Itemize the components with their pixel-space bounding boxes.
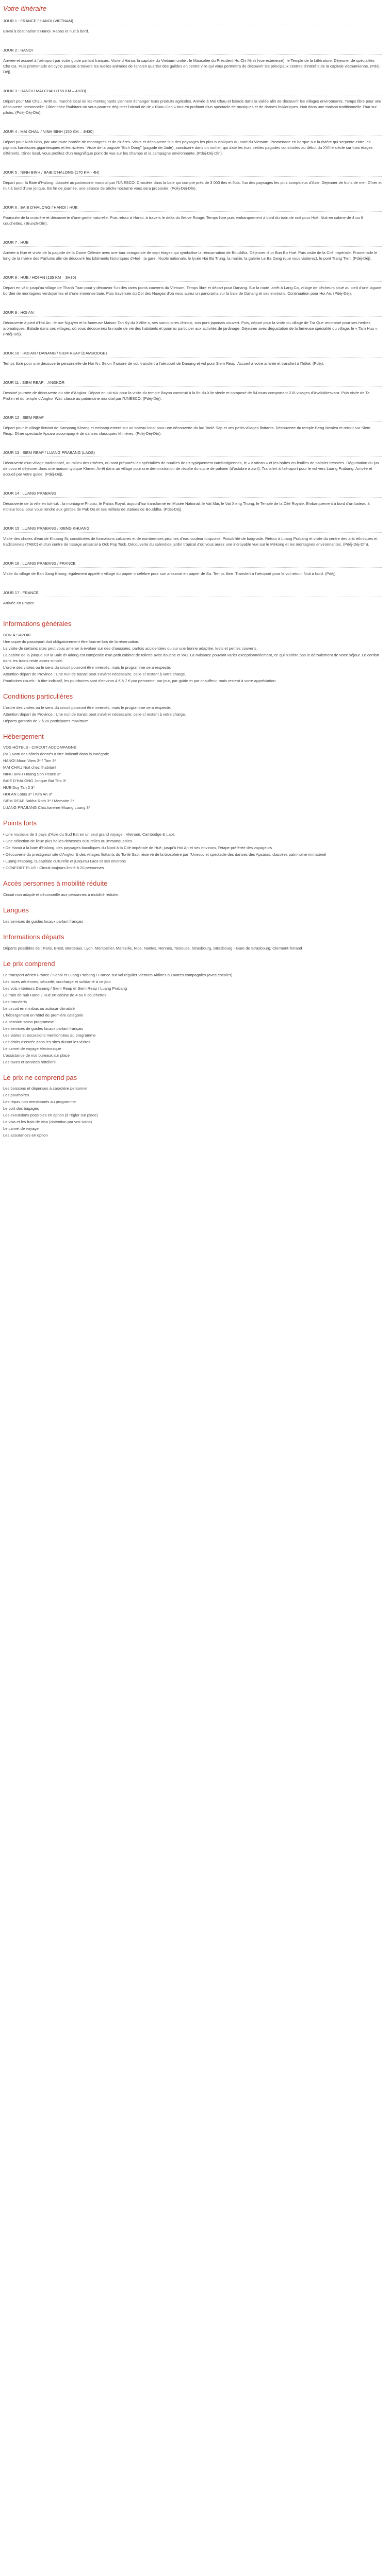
section-line: L'assistance de nos bureaux sur place xyxy=(3,1053,70,1058)
itinerary-title: Votre itinéraire xyxy=(3,5,47,12)
day-heading: JOUR 2 : HANOI xyxy=(3,47,382,55)
section-line: (NL) Nom des hôtels donnés à titre indicatif dans la catégorie xyxy=(3,752,109,757)
day-block xyxy=(3,47,382,75)
section-title: Le prix ne comprend pas xyxy=(3,1073,77,1081)
section-line: Le circuit en minibus ou autocar climatisé xyxy=(3,1006,75,1011)
day-description: Visite des chutes d'eau de Khuang Si, constituées de formations calcaires et de nombreuses piscines d'eau couleur turquoise. Possibilité de baignade. Retour à Luang Prabang et visite du centre des arts ethniques et traditionnels (TAEC) et d'un centre de tissage artisanal à Ock Pop Tock. Découverte du splendide jardin tropical d'où vous aurez une incroyable vue sur le Mékong et les montagnes environnantes. (Pdéj-Déj-Dîn). xyxy=(3,536,378,547)
section-line: MAI CHAU Nuit chez l'habitant xyxy=(3,765,57,770)
day-description: Départ en vélo jusqu'au village de Thanh Toan pour y découvrir l'un des rares ponts couverts du Vietnam. Temps libre et départ pour Danang. Sur la route, arrêt à Lang Co, village de pêcheurs situé au pied d'une lagune bordée de montagnes verdoyantes et d'une immense baie. Puis traversée du Col des Nuages d'où vous aurez un panorama sur la baie de Danang et ses environs. Continuation pour Hoi An. (Pdéj-Déj). xyxy=(3,285,382,296)
section-line: Les boissons et dépenses à caractère personnel xyxy=(3,1086,88,1091)
section-line: HOI AN Lotus 3* / Kim An 3* xyxy=(3,792,53,797)
section-line: HANOI Moon View 3* / Tam 3* xyxy=(3,758,56,764)
day-block xyxy=(3,88,382,115)
day-block xyxy=(3,205,382,226)
day-heading: JOUR 16 : LUANG PRABANG / FRANCE xyxy=(3,561,382,568)
section-line: Les assurances en option xyxy=(3,1133,48,1138)
section-line: La visite de certains sites peut vous amener à évoluer sur des chaussées, parfois accidentées ou sur une bonne adaptée, tests et pentes couverts. xyxy=(3,646,258,651)
info-section xyxy=(3,933,382,951)
section-line: VOS HÔTELS - CIRCUIT ACCOMPAGNÉ xyxy=(3,745,76,750)
section-line: La cabine de la jonque sur la Baie d'Halong est composée d'un petit cabinet de toilette avec douche et WC. La nuisance pouvant varier exceptionnellement, ce qui n'altère pas le déroulement de votre séjour. Le confort dans les trains reste assez simple. xyxy=(3,652,380,663)
day-heading: JOUR 14 : LUANG PRABANG xyxy=(3,490,382,498)
section-line: Les transferts xyxy=(3,999,27,1004)
day-description: Découverte à pied d'Hoi An : le rue Nguyen et la fameuse Maison Tan Ky du XVIIIe s, ses sanctuaires chinois, son pont japonais couvert. Puis, départ pour la visite du village de Tra Que renommé pour ses herbes aromatiques. Balade dans ces villages, où vous découvrirez la mode de vie des habitants et pourrez participer aux activités de jardinage. Déjeuner avec dégustation de la fameuse spécialité du village, le « Tam Huu ». (Pdéj-Déj). xyxy=(3,320,379,336)
section-line: Les vols intérieurs Danang / Siem Reap et Siem Reap / Luang Prabang xyxy=(3,986,127,991)
section-line: Les visites et excursions mentionnées au programme xyxy=(3,1032,96,1038)
day-heading: JOUR 13 : SIEM REAP / LUANG PRABANG (LAOS) xyxy=(3,450,382,457)
day-heading: JOUR 15 : LUANG PRABANG / XIENG KHUANG xyxy=(3,526,382,533)
day-description: Découverte d'un village traditionnel, au milieu des rizières, où sont préparés les spécialités de nouilles de riz typiquement cambodgiennes, le « Kralean » et les boîtes en feuilles de palmier tressées. Dégustation du jus de coco et déjeuner dans une maison typique Khmer. Arrêt dans un village pour une démonstration de récolte du sucre de palmier (d'octobre à avril). Transfert à l'aéroport pour le vol vers Luang Prabang. Arrivée et accueil par votre guide. (Pdéj-Déj). xyxy=(3,460,379,477)
info-section xyxy=(3,879,382,897)
section-line: • Une sélection de lieux plus belles richesses culturelles ou immanquables xyxy=(3,839,132,844)
day-heading: JOUR 10 : HOI AN / DANANG / SIEM REAP (CAMBODGE) xyxy=(3,350,382,358)
day-heading: JOUR 4 : MAI CHAU / NINH BINH (150 KM – 4H30) xyxy=(3,129,382,136)
day-heading: JOUR 17 : FRANCE xyxy=(3,590,382,597)
day-description: Arrivée en France. xyxy=(3,600,36,605)
section-line: LUANG PRABANG Chitcharerne Muang Luang 3* xyxy=(3,805,90,810)
section-line: Le visa et les frais de visa (obtention par vos soins) xyxy=(3,1120,92,1125)
section-line: Une copie du passeport doit obligatoirement être fournie lors de la réservation. xyxy=(3,639,139,644)
day-block xyxy=(3,129,382,156)
day-heading: JOUR 1 : FRANCE / HANOI (VIETNAM) xyxy=(3,18,382,25)
section-title: Langues xyxy=(3,906,29,914)
day-heading: JOUR 11 : SIEM REAP – ANGKOR xyxy=(3,380,382,387)
info-section xyxy=(3,732,382,811)
day-description: Dessiné journée de découverte du site d'Angkor. Départ en tuk-tuk pour la visite du temple Bayon construit à la fin du XIIe siècle et composé de 54 tours comportant 216 visages d'Avalokitesvara. Puis visite de Ta Prohm et du temple d'Angkor Wat, classé au patrimoine mondial par l'UNESCO. (Pdéj-Déj). xyxy=(3,390,370,401)
day-block xyxy=(3,18,382,34)
section-line: • CONFORT PLUS ! Circuit toujours limité à 20 personnes xyxy=(3,866,104,871)
day-block xyxy=(3,415,382,436)
day-heading: JOUR 3 : HANOI / MAI CHAU (150 KM – 4H30) xyxy=(3,88,382,95)
section-line: Circuit non adapté et déconseillé aux personnes à mobilité réduite. xyxy=(3,892,119,897)
section-line: Les taxes aériennes, sécurité, surcharge et solidarité à ce jour xyxy=(3,979,111,984)
section-line: Le carnet de voyage électronique xyxy=(3,1046,61,1051)
section-line: Les repas non mentionnés au programme xyxy=(3,1099,76,1105)
day-block xyxy=(3,380,382,401)
section-title: Informations générales xyxy=(3,619,72,628)
section-line: L'ordre des visites ou le sens du circuit pourront être inversés, mais le programme sera respecté. xyxy=(3,705,171,710)
info-section xyxy=(3,959,382,1065)
section-line: Pourboires usuels : à titre indicatif, les pourboires sont d'environ 4 € à 7 € par personne, par jour, par guide et par chauffeur, mais restent à votre appréciation. xyxy=(3,678,277,683)
day-block xyxy=(3,561,382,577)
day-description: Arrivée à Hué et visite de la pagode de la Dame Céleste avec une tour octogonale de sept étages qui symbolise la réincarnation de Bouddha. Déjeuner d'un Bun Bo Hué. Puis visite de la Cité Impériale. Promenade le long de la rivière des Parfums afin de découvrir les bâtiments historiques d'Hué : la gare, l'école nationale, le lycée Hai Ba Trung, la mairie, la galerie Le Ba Dang (que vous visiterez), le pont Trang Tien. (Pdéj-Déj). xyxy=(3,250,378,261)
itinerary-page xyxy=(0,0,385,1149)
section-line: Les pourboires xyxy=(3,1093,29,1098)
info-section xyxy=(3,906,382,924)
day-block xyxy=(3,240,382,261)
day-description: Visite du village de Ban Xang Khong, également appelé « village du papier » célèbre pour son artisanat en papier de Sa. Temps libre. Transfert à l'aéroport pour le vol retour. Nuit à bord. (Pdéj). xyxy=(3,571,337,576)
section-line: Attention départ de Province : Une nuit de transit peut s'avérer nécessaire, celle-ci restant à votre charge. xyxy=(3,711,186,717)
info-section xyxy=(3,819,382,871)
section-line: Les taxes et services hôteliers xyxy=(3,1059,56,1064)
day-description: Envol à destination d'Hanoi. Repas et nuit à bord. xyxy=(3,28,89,33)
days-list xyxy=(3,18,382,606)
section-line: Attention départ de Province : Une nuit de transit peut s'avérer nécessaire, celle-ci restant à votre charge. xyxy=(3,671,186,676)
day-description: Découverte de la ville en tuk-tuk : la montagne Phousi, le Palais Royal, aujourd'hui transformé en Musée National, le Vat Mai, le Vat Xieng Thong, le Temple de la Cité Royale. Embarquement à bord d'un bateau à moteur local pour vous rendre aux grottes de Pak Ou et ses milliers de statues de Bouddha. (Pdéj-Déj). xyxy=(3,501,370,512)
section-line: La pension selon programme xyxy=(3,1019,54,1024)
day-description: Temps libre pour une découverte personnelle de Hoi An. Selon l'horaire de vol, transfert à l'aéroport de Danang et vol pour Siem Reap. Accueil à votre arrivée et transfert à l'hôtel. (Pdéj). xyxy=(3,361,324,366)
day-heading: JOUR 7 : HUE xyxy=(3,240,382,247)
section-title: Conditions particulières xyxy=(3,692,73,700)
section-line: BON À SAVOIR xyxy=(3,632,31,637)
section-title: Hébergement xyxy=(3,732,44,740)
section-line: Les droits d'entrée dans les sites durant les visites xyxy=(3,1039,91,1044)
day-block xyxy=(3,526,382,547)
info-section xyxy=(3,619,382,684)
section-line: L'hébergement en hôtel de première catégorie xyxy=(3,1012,84,1018)
section-title: Le prix comprend xyxy=(3,959,55,968)
day-heading: JOUR 8 : HUE / HOI AN (135 KM – 3H30) xyxy=(3,275,382,282)
section-line: BAIE D'HALONG Jonque Bai Tho 3* xyxy=(3,778,67,784)
section-title: Points forts xyxy=(3,819,37,827)
section-line: • Une musique de 3 pays d'Asie du Sud Est en un seul grand voyage : Vietnam, Cambodge & Laos xyxy=(3,832,175,837)
section-line: L'ordre des visites ou le sens du circuit pourront être inversés, mais le programme sera respecté. xyxy=(3,665,171,670)
section-line: Départs garantis de 2 à 20 participants maximum xyxy=(3,718,89,723)
info-sections xyxy=(3,619,382,1139)
day-description: Départ pour Ninh Binh, par une route bordée de montagnes et de rizières. Visite et découverte l'un des paysages les plus bucoliques du nord du Vietnam. Promenade en barque sur la rivière qui serpente entre les pignons karstiques gigantesques et les rizières. Visite de la pagode "Bich Dong" (pagode de Jade), sanctuaire dans un rocher, qui date les trois petites pagodes construites au début du XVIIIe siècle sur trois étages différents. Dîner local, vous profitez d'un magnifique point de vue sur les champs et la campagne environnante. (Pdéj-Déj-Dîn). xyxy=(3,139,373,156)
info-section xyxy=(3,1073,382,1139)
day-heading: JOUR 9 : HOI AN xyxy=(3,310,382,317)
section-line: • De Hanoi à la baie d'Halong, des paysages bucoliques du Nord à la Cité impériale de Hué, jusqu'à Hoi An et ses environs, l'étape préférée des voyageurs xyxy=(3,845,272,851)
day-description: Départ pour Mai Chau. Arrêt au marché local où les montagnards viennent échanger leurs produits agricoles. Arrivée à Mai Chau et balade dans la vallée afin de découvrir les villages environnants. Temps libre pour une découverte personnelle. Dîner chez l'habitant où vous pourrez déguster l'alcool de riz « Ruou Can » tout en profitant d'un spectacle de musiques et de danses folkloriques. Nuit dans une maison traditionnelle Thaï sur pilotis. (Pdéj-Déj-Dîn). xyxy=(3,98,382,115)
section-line: Le port des bagages xyxy=(3,1106,39,1111)
day-description: Arrivée et accueil à l'aéroport par votre guide parlant français. Visite d'Hanoi, la capitale du Vietnam unifié : le Mausolée du Président Ho Chi Minh (vue extérieure), le Temple de la Littérature. Déjeuner de spécialités Cha Ca. Puis promenade en cyclo pousse à travers les ruelles animées de l'ancien quartier des guildes en centre ville qui vous permettra de découvrir les principaux centres d'intérêts de la capitale vietnamienne. (Pdéj-Déj). xyxy=(3,58,381,74)
info-section xyxy=(3,692,382,724)
section-line: Départs possibles de : Paris, Brest, Bordeaux, Lyon, Montpellier, Marseille, Nice, Nantes, Rennes, Toulouse, Strasbourg, Strasbourg - Gare de Strasbourg; Clermont-ferrand xyxy=(3,945,302,951)
section-title: Informations départs xyxy=(3,933,64,941)
day-block xyxy=(3,275,382,296)
section-line: HUE Duy Tan 2 3* xyxy=(3,785,35,790)
day-description: Départ pour la Baie d'Halong, classée au patrimoine mondial par l'UNESCO. Croisière dans la baie qui compte près de 3 000 îles et îlots, l'un des paysages les plus somptueux d'Asie. Déjeuner de fruits de mer. Dîner et nuit à bord d'une jonque. En fin de journée, une séance de pêche nocturne vous sera proposée. (Pdéj-Déj-Dîn). xyxy=(3,180,382,191)
section-line: Les services de guides locaux parlant français xyxy=(3,919,84,924)
day-block xyxy=(3,310,382,337)
section-line: SIEM REAP Sokha Roth 3* / Memoire 3* xyxy=(3,799,74,804)
section-line: NINH BINH Hoang Son Peace 3* xyxy=(3,772,61,777)
day-description: Poursuite de la croisière et découverte d'une grotte naturelle. Puis retour à Hanoi, à travers le delta du fleuve Rouge. Temps libre puis embarquement à bord du train de nuit pour Hué. Nuit en cabine de 4 ou 6 couchettes. (Brunch-Dîn). xyxy=(3,215,363,226)
day-block xyxy=(3,450,382,477)
section-title: Accès personnes à mobilité réduite xyxy=(3,879,108,888)
day-heading: JOUR 5 : NINH BINH / BAIE D'HALONG (170 KM - 4H) xyxy=(3,170,382,177)
day-block xyxy=(3,490,382,512)
day-description: Départ pour le village flottant de Kampong Kleang et embarquement sur un bateau local pour une découverte du lac Tonlé Sap et ses petits villages flottants. Découverte du temple Beng Mealea et retour sur Siem Reap. Dîner spectacle Apsara accompagné de danses classiques khmères. (Pdéj-Déj-Dîn). xyxy=(3,425,370,436)
section-line: • Luang Prabang, la capitale culturelle et jusqu'au Laos et ses environs xyxy=(3,859,126,864)
day-heading: JOUR 6 : BAIE D'HALONG / HANOI / HUE xyxy=(3,205,382,212)
section-line: Le transport aérien France / Hanoi et Luang Prabang / France sur vol régulier Vietnam Airlines ou autres compagnies (avec escales) xyxy=(3,972,233,977)
day-block xyxy=(3,350,382,366)
section-line: • Découverte du prestigieux site d'Angkor & des villages flottants du Tonlé Sap, réservé de la biosphère par l'Unesco et spectacle des danses des Apsaras, classées patrimoine immatériel xyxy=(3,852,327,857)
day-block xyxy=(3,590,382,606)
day-block xyxy=(3,170,382,191)
section-line: Le carnet de voyage xyxy=(3,1126,39,1131)
section-line: Les excursions possibles en option (à régler sur place) xyxy=(3,1113,98,1118)
section-line: Le train de nuit Hanoi / Hué en cabine de 4 ou 6 couchettes xyxy=(3,992,107,997)
section-line: Les services de guides locaux parlant français xyxy=(3,1026,84,1031)
day-heading: JOUR 12 : SIEM REAP xyxy=(3,415,382,422)
